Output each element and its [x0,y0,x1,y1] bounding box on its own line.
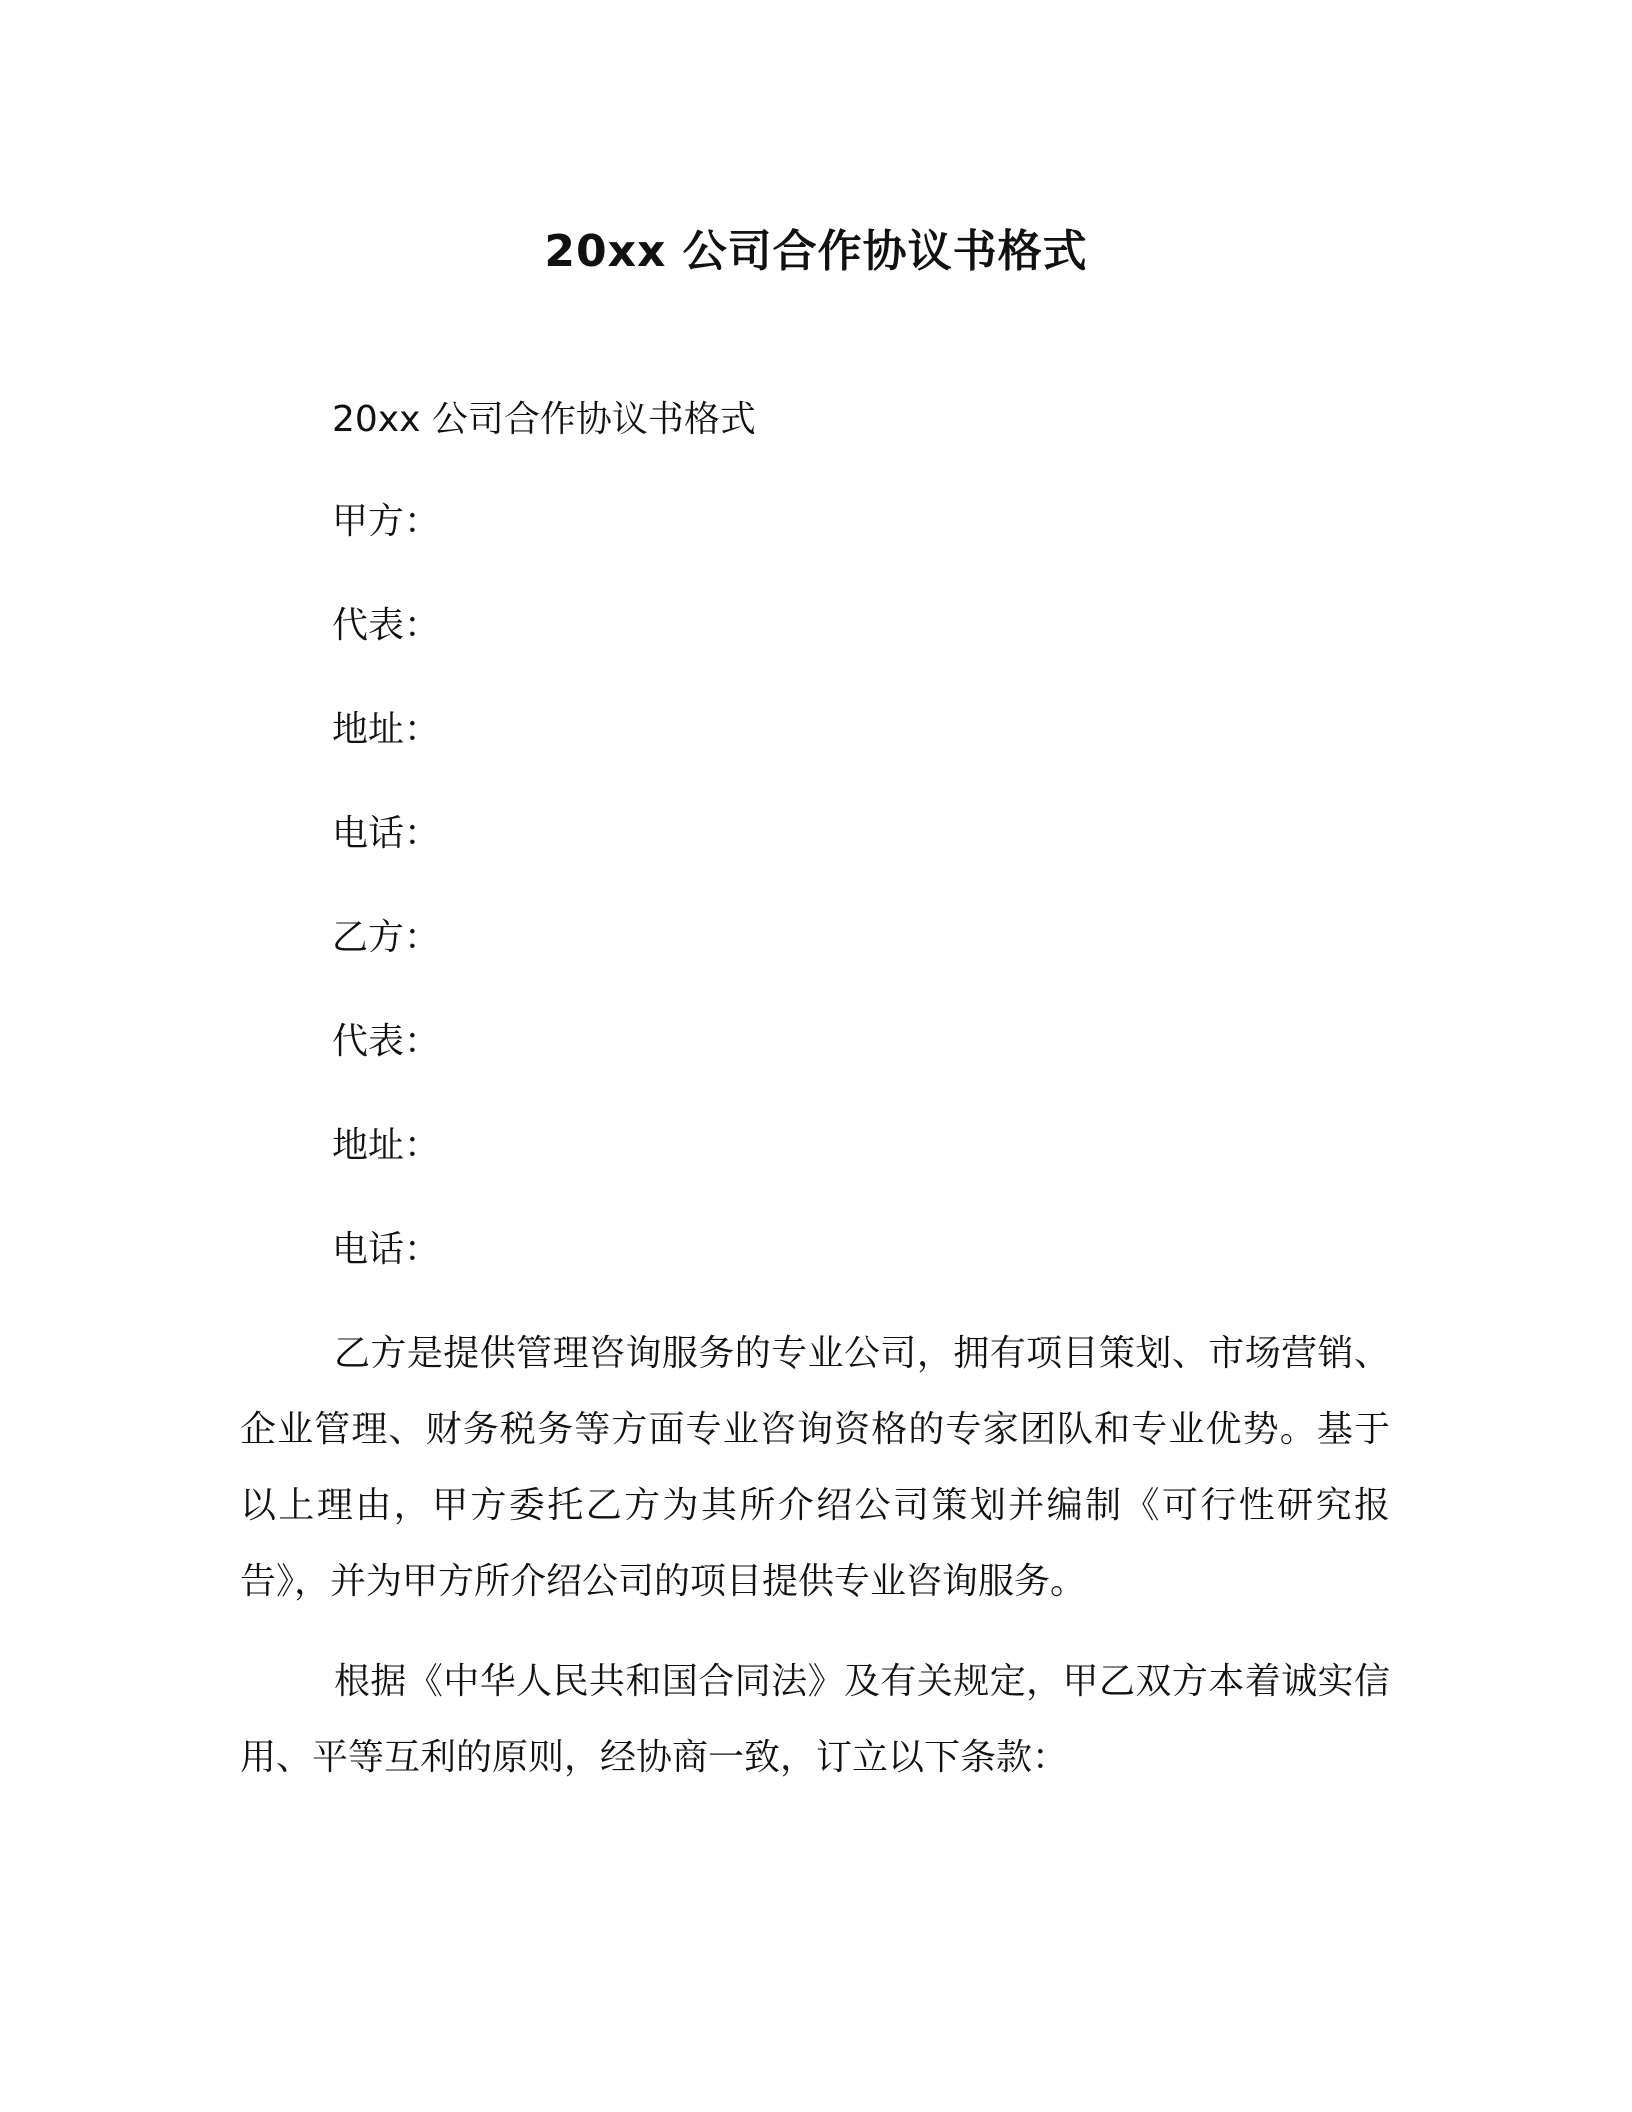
field-party-a: 甲方： [332,501,441,542]
field-party-a-representative: 代表： [332,605,441,646]
paragraph-background: 乙方是提供管理咨询服务的专业公司，拥有项目策划、市场营销、企业管理、财务税务等方面专业咨询资格的专家团队和专业优势。基于以上理由，甲方委托乙方为其所介绍公司策划并编制《可行性研究报告》，并为甲方所介绍公司的项目提供专业咨询服务。 [240,1333,1390,1602]
document-subtitle: 20xx 公司合作协议书格式 [332,399,756,440]
document-title: 20xx 公司合作协议书格式 [544,226,1088,277]
field-party-a-phone: 电话： [332,813,441,854]
field-party-b: 乙方： [332,917,441,958]
field-party-b-phone: 电话： [332,1229,441,1270]
field-party-b-representative: 代表： [332,1021,441,1062]
field-party-b-address: 地址： [332,1125,441,1166]
paragraph-agreement-basis: 根据《中华人民共和国合同法》及有关规定，甲乙双方本着诚实信用、平等互利的原则，经协商一致，订立以下条款： [240,1661,1390,1778]
field-party-a-address: 地址： [332,709,441,750]
party-fields [332,497,1232,1329]
